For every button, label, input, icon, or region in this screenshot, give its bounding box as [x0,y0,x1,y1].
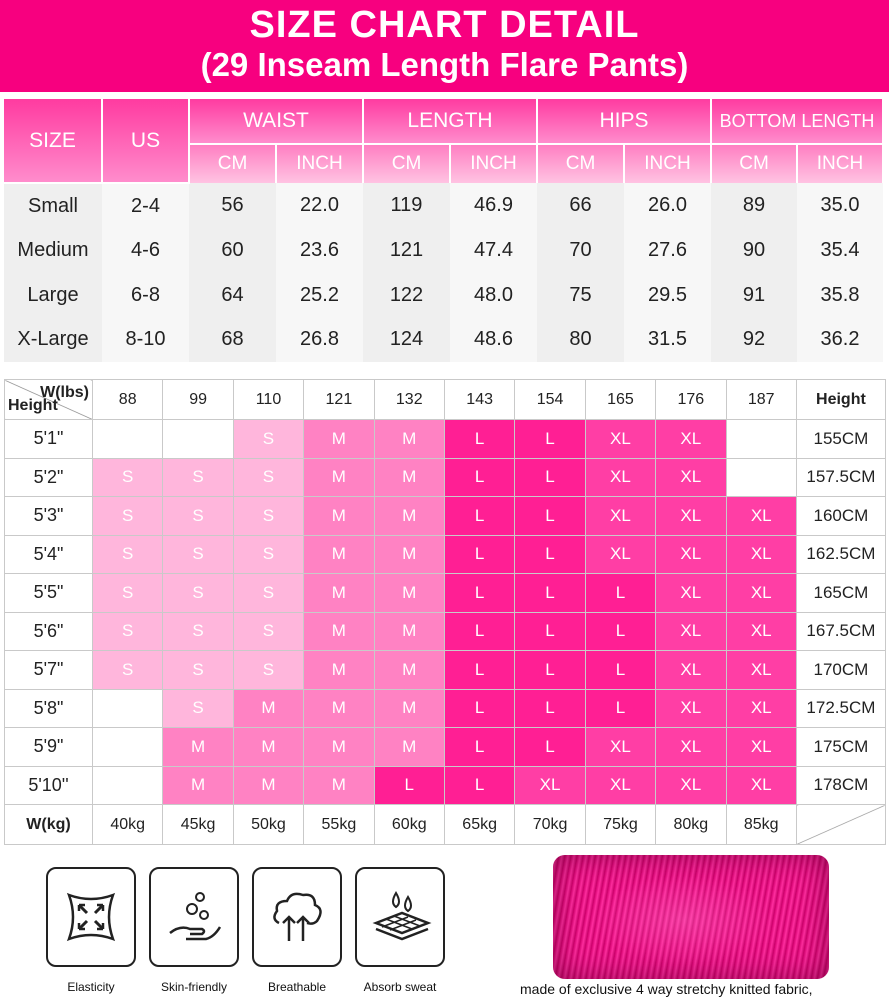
weight-kg-cell: 65kg [444,805,514,845]
size-cell: L [444,612,514,651]
size-value-cell: 48.0 [450,273,537,318]
skin-friendly-label: Skin-friendly [160,980,228,994]
height-row [5,497,886,536]
size-cell: L [444,651,514,690]
size-cell: S [93,612,163,651]
weight-kg-cell: 55kg [304,805,374,845]
elasticity-feature [46,867,136,967]
size-value-cell: 26.8 [276,318,363,363]
size-cell: XL [656,574,726,613]
size-value-cell: 70 [537,229,624,274]
unit-header: INCH [450,144,537,183]
weight-lbs-cell: 154 [515,380,585,420]
size-cell: M [304,497,374,536]
size-cell: M [163,766,233,805]
size-header: SIZE [4,99,102,183]
size-cell: S [163,689,233,728]
height-cm-cell: 157.5CM [796,458,885,497]
size-cell: S [93,458,163,497]
height-cm-cell: 170CM [796,651,885,690]
size-cell: S [93,651,163,690]
size-value-cell: 119 [363,183,450,229]
size-cell: XL [585,728,655,767]
size-cell: XL [726,612,796,651]
weight-lbs-cell: 143 [444,380,514,420]
breathable-icon [269,889,325,945]
size-cell: L [444,574,514,613]
size-cell: M [233,766,303,805]
height-cm-cell: 178CM [796,766,885,805]
height-row [5,689,886,728]
size-cell [726,420,796,459]
size-value-cell: 35.4 [797,229,883,274]
unit-header: CM [189,144,276,183]
size-cell: S [233,497,303,536]
size-value-cell: 91 [711,273,797,318]
size-cell: XL [585,535,655,574]
size-cell: L [444,458,514,497]
size-cell: L [444,420,514,459]
height-ft-cell: 5'8" [5,689,93,728]
height-row [5,651,886,690]
size-row [4,273,883,318]
corner-cell [5,380,93,420]
size-cell: M [304,420,374,459]
size-row [4,229,883,274]
weight-kg-cell: 45kg [163,805,233,845]
size-cell: S [163,535,233,574]
size-row [4,183,883,229]
size-value-cell: 64 [189,273,276,318]
height-header: Height [796,380,885,420]
unit-header: INCH [624,144,711,183]
size-cell: XL [515,766,585,805]
size-value-cell: 80 [537,318,624,363]
height-row [5,574,886,613]
size-cell: S [163,651,233,690]
weight-kg-cell: 40kg [93,805,163,845]
size-cell: L [444,689,514,728]
size-cell: L [585,612,655,651]
size-cell: S [163,458,233,497]
size-cell: M [374,458,444,497]
size-value-cell: 23.6 [276,229,363,274]
elasticity-icon [63,889,119,945]
size-cell: L [515,535,585,574]
absorb-sweat-label: Absorb sweat [363,980,437,994]
size-cell: L [585,689,655,728]
height-row [5,766,886,805]
size-cell: L [444,535,514,574]
size-cell: L [515,689,585,728]
size-cell [93,728,163,767]
height-cm-cell: 172.5CM [796,689,885,728]
weight-lbs-cell: 132 [374,380,444,420]
fabric-caption: made of exclusive 4 way stretchy knitted fabric, [520,981,813,997]
size-cell: L [515,458,585,497]
size-cell: XL [656,651,726,690]
height-row [5,535,886,574]
size-cell: XL [656,420,726,459]
size-row [4,318,883,363]
size-cell: S [93,497,163,536]
size-cell: M [374,689,444,728]
weight-lbs-cell: 110 [233,380,303,420]
weight-kg-cell: 60kg [374,805,444,845]
size-cell: M [304,766,374,805]
height-cm-cell: 167.5CM [796,612,885,651]
height-cm-cell: 155CM [796,420,885,459]
chart-title: SIZE CHART DETAIL [249,4,640,46]
weight-lbs-cell: 187 [726,380,796,420]
size-cell: L [515,651,585,690]
height-ft-cell: 5'6" [5,612,93,651]
size-cell: XL [656,612,726,651]
weight-lbs-cell: 165 [585,380,655,420]
size-cell: L [515,612,585,651]
size-value-cell: 124 [363,318,450,363]
weight-kg-row [5,805,886,845]
size-value-cell: 35.0 [797,183,883,229]
size-cell: M [374,728,444,767]
size-cell: M [304,574,374,613]
size-value-cell: 68 [189,318,276,363]
weight-kg-cell: 50kg [233,805,303,845]
size-cell: M [304,728,374,767]
size-value-cell: 60 [189,229,276,274]
size-cell: XL [656,689,726,728]
size-value-cell: 22.0 [276,183,363,229]
size-cell: S [163,574,233,613]
size-cell: XL [726,728,796,767]
size-cell: XL [726,766,796,805]
size-cell: M [304,458,374,497]
size-value-cell: 46.9 [450,183,537,229]
size-cell: S [233,535,303,574]
size-cell: XL [656,766,726,805]
size-cell: M [304,651,374,690]
size-cell: S [163,612,233,651]
size-value-cell: 89 [711,183,797,229]
size-cell: XL [656,728,726,767]
size-cell: M [374,612,444,651]
us-header: US [102,99,189,183]
weight-lbs-row [5,380,886,420]
size-value-cell: 6-8 [102,273,189,318]
size-cell: M [374,420,444,459]
height-cm-cell: 160CM [796,497,885,536]
size-cell: XL [656,458,726,497]
size-cell: L [444,728,514,767]
chart-subtitle: (29 Inseam Length Flare Pants) [200,46,689,83]
size-cell [726,458,796,497]
size-name-cell: Small [4,183,102,229]
size-cell: XL [726,535,796,574]
size-cell: XL [726,574,796,613]
title-banner [0,0,889,92]
size-cell: M [233,728,303,767]
size-cell: M [374,574,444,613]
size-cell: S [233,574,303,613]
size-cell: XL [726,689,796,728]
size-cell: S [233,458,303,497]
knitted-fabric-photo [553,855,829,979]
weight-kg-cell: 75kg [585,805,655,845]
unit-header: CM [363,144,450,183]
size-value-cell: 122 [363,273,450,318]
height-cm-cell: 162.5CM [796,535,885,574]
weight-kg-cell: 70kg [515,805,585,845]
unit-header: INCH [276,144,363,183]
height-row [5,728,886,767]
weight-lbs-cell: 121 [304,380,374,420]
size-value-cell: 4-6 [102,229,189,274]
unit-header: CM [711,144,797,183]
breathable-label: Breathable [267,980,327,994]
size-cell: L [585,651,655,690]
size-cell: M [304,689,374,728]
size-value-cell: 29.5 [624,273,711,318]
height-ft-cell: 5'1" [5,420,93,459]
size-value-cell: 8-10 [102,318,189,363]
height-ft-cell: 5'3" [5,497,93,536]
size-cell: XL [585,766,655,805]
size-value-cell: 66 [537,183,624,229]
height-row [5,420,886,459]
size-cell: M [374,497,444,536]
elasticity-label: Elasticity [67,980,115,994]
height-ft-cell: 5'4" [5,535,93,574]
size-cell: XL [585,497,655,536]
size-cell: M [163,728,233,767]
waist-header: WAIST [189,99,363,144]
size-name-cell: Large [4,273,102,318]
size-value-cell: 92 [711,318,797,363]
weight-kg-label: W(kg) [5,805,93,845]
size-cell: M [374,535,444,574]
size-cell: L [585,574,655,613]
size-value-cell: 56 [189,183,276,229]
height-ft-cell: 5'5" [5,574,93,613]
unit-header: INCH [797,144,883,183]
height-ft-cell: 5'2" [5,458,93,497]
size-value-cell: 27.6 [624,229,711,274]
unit-header: CM [537,144,624,183]
weight-kg-cell: 85kg [726,805,796,845]
size-cell [163,420,233,459]
size-cell: S [233,651,303,690]
size-value-cell: 2-4 [102,183,189,229]
height-row [5,612,886,651]
size-value-cell: 90 [711,229,797,274]
size-cell: L [515,420,585,459]
bottom-length-header: BOTTOM LENGTH [711,99,883,144]
size-cell: XL [656,535,726,574]
size-measurement-table [4,99,884,362]
corner-weight-label: W(lbs) [40,384,89,401]
size-value-cell: 121 [363,229,450,274]
size-value-cell: 35.8 [797,273,883,318]
size-cell: XL [726,497,796,536]
size-value-cell: 25.2 [276,273,363,318]
height-row [5,458,886,497]
height-ft-cell: 5'10'' [5,766,93,805]
size-cell: L [444,766,514,805]
skin-friendly-feature [149,867,239,967]
size-value-cell: 36.2 [797,318,883,363]
size-cell: L [515,574,585,613]
weight-height-size-grid [4,379,886,845]
size-cell: M [233,689,303,728]
size-cell: L [374,766,444,805]
size-cell: XL [585,420,655,459]
size-cell: XL [585,458,655,497]
breathable-feature [252,867,342,967]
size-cell: XL [726,651,796,690]
size-cell: S [233,612,303,651]
skin-friendly-icon [166,889,222,945]
hips-header: HIPS [537,99,711,144]
size-cell: S [93,535,163,574]
weight-lbs-cell: 99 [163,380,233,420]
size-cell: L [515,728,585,767]
height-ft-cell: 5'7" [5,651,93,690]
empty-diagonal-cell [796,805,885,845]
size-cell [93,420,163,459]
size-value-cell: 48.6 [450,318,537,363]
size-cell: S [233,420,303,459]
size-cell: M [304,535,374,574]
size-value-cell: 26.0 [624,183,711,229]
size-cell [93,689,163,728]
size-cell: M [304,612,374,651]
size-cell: M [374,651,444,690]
size-value-cell: 75 [537,273,624,318]
size-value-cell: 31.5 [624,318,711,363]
height-cm-cell: 165CM [796,574,885,613]
absorb-sweat-feature [355,867,445,967]
size-value-cell: 47.4 [450,229,537,274]
length-header: LENGTH [363,99,537,144]
weight-lbs-cell: 176 [656,380,726,420]
size-name-cell: Medium [4,229,102,274]
size-cell: S [163,497,233,536]
size-cell: L [444,497,514,536]
size-name-cell: X-Large [4,318,102,363]
weight-kg-cell: 80kg [656,805,726,845]
absorb-sweat-icon [372,889,432,945]
height-ft-cell: 5'9" [5,728,93,767]
corner-height-label: Height [8,397,58,414]
height-cm-cell: 175CM [796,728,885,767]
size-cell [93,766,163,805]
weight-lbs-cell: 88 [93,380,163,420]
size-cell: XL [656,497,726,536]
size-cell: S [93,574,163,613]
size-cell: L [515,497,585,536]
